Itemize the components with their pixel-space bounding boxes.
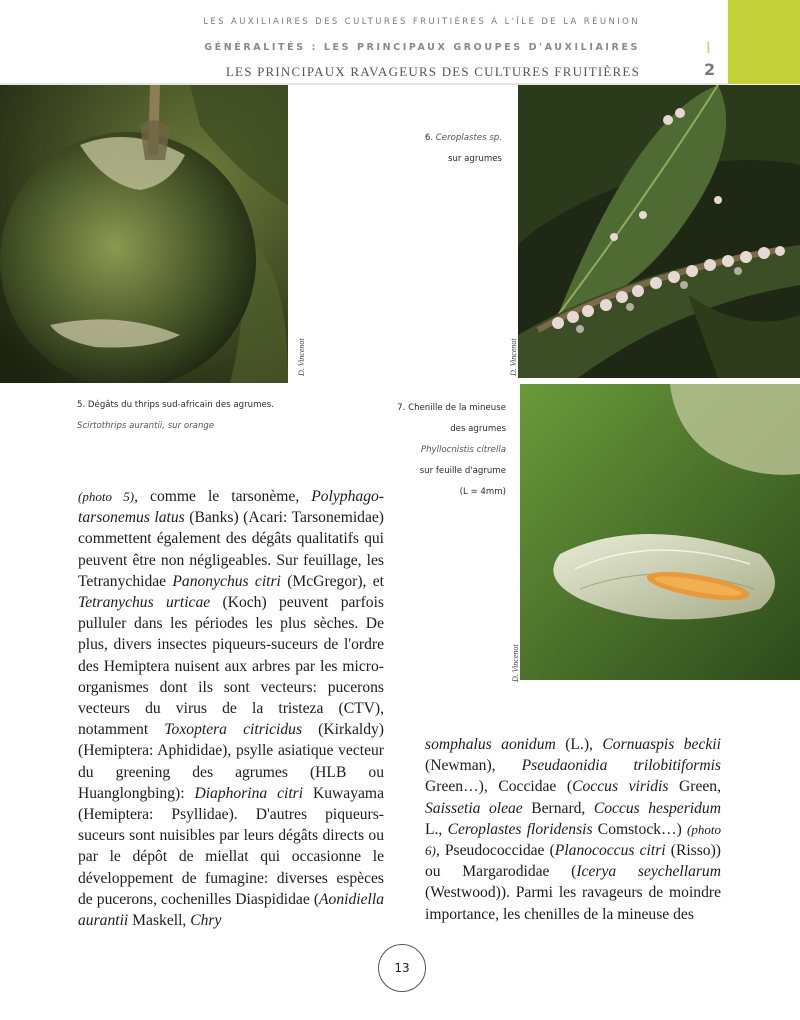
caption-photo-7-host: sur feuille d'agrume <box>419 466 506 476</box>
body-text: (Newman), <box>425 757 522 775</box>
caption-photo-5-host: , sur orange <box>162 421 215 431</box>
species-name: Panonychus citri <box>172 572 281 590</box>
body-text: Bernard, <box>522 799 594 817</box>
body-text: , comme le tarsonème, <box>134 488 312 505</box>
header-separator-bar: I <box>706 38 711 57</box>
body-text: Comstock…) <box>592 820 688 838</box>
body-column-left <box>78 486 384 931</box>
photo-reference: (photo 5) <box>78 489 135 504</box>
species-name: Toxoptera citricidus <box>164 721 303 739</box>
running-header-book-title: LES AUXILIAIRES DES CULTURES FRUITIÈRES À L'ÎLE DE LA RÉUNION <box>203 17 640 27</box>
species-name: Ceroplastes floridensis <box>447 820 593 838</box>
caption-photo-5 <box>77 395 317 437</box>
caption-photo-6-host: sur agrumes <box>447 154 502 164</box>
body-text: L., <box>425 820 448 838</box>
body-text: (Banks) (Acari: Tarsonemidae) commettent également des dégâts qualitatifs qui peuvent être non négligeables. Sur feuillage, les Tetranychidae <box>78 509 384 590</box>
body-column-right <box>425 734 721 925</box>
species-name: Planococcus citri <box>554 842 666 860</box>
photo-reference: (photo 6) <box>425 821 721 859</box>
body-text: (L.), <box>555 736 603 753</box>
caption-photo-7-title: 7. Chenille de la mineuse <box>397 403 506 413</box>
page-number <box>378 944 426 992</box>
species-name: Pseudaonidia trilobitiformis <box>521 757 721 775</box>
caption-photo-7-scale: (L = 4mm) <box>459 487 506 497</box>
photo-6-credit: D. Vincenot <box>509 338 518 376</box>
page-number-label: 13 <box>394 961 410 975</box>
caption-photo-6-species: Ceroplastes sp. <box>435 133 502 143</box>
photo-7-credit: D. Vincenot <box>511 644 520 682</box>
species-name: Saissetia oleae <box>425 799 523 817</box>
species-name: Coccus hesperidum <box>593 799 721 817</box>
caption-photo-7-title-2: des agrumes <box>450 424 506 434</box>
body-text: (Westwood)). Parmi les ravageurs de moindre importance, les chenilles de la mineuse des <box>425 884 721 923</box>
body-text: (Kirkaldy) (Hemiptera: Aphididae), psylle asiatique vecteur du greening des agrumes (HLB ou Huanglongbing): <box>78 721 384 802</box>
body-text: (Risso)) ou Margarodidae ( <box>425 842 721 881</box>
caption-photo-6-number: 6. <box>424 133 436 143</box>
caption-photo-5-species: Scirtothrips aurantii <box>77 421 163 431</box>
body-text: (McGregor), et <box>280 572 384 590</box>
body-text: (Koch) peuvent parfois pulluler dans les périodes les plus sèches. De plus, divers insectes piqueurs-suceurs de l'ordre des Hemiptera nuisent aux arbres par les micro-organismes dont ils sont vecteurs: pucerons vecteurs du virus de la tristeza (CTV), notamment <box>78 594 384 739</box>
running-header-chapter-title: LES PRINCIPAUX RAVAGEURS DES CULTURES FRUITIÈRES <box>225 64 640 79</box>
body-text: Green…), Coccidae ( <box>425 778 573 796</box>
caption-photo-7-species: Phyllocnistis citrella <box>420 445 506 455</box>
species-name: Coccus viridis <box>572 778 669 796</box>
running-header-section: GÉNÉRALITÉS : LES PRINCIPAUX GROUPES D'AUXILIAIRES <box>204 42 640 53</box>
species-name: Tetranychus urticae <box>78 594 211 612</box>
body-text: Maskell, <box>128 912 191 930</box>
species-name: Cornuaspis beckii <box>602 736 721 753</box>
body-text: , Pseudococcidae ( <box>435 842 555 860</box>
species-name: Icerya seychellarum <box>576 863 721 881</box>
species-name: Chry <box>190 912 222 930</box>
photo-5-thrips-damage-orange <box>0 85 288 383</box>
species-name: Polyphagotarsonemus latus <box>78 488 384 527</box>
caption-photo-5-title: 5. Dégâts du thrips sud-africain des agrumes. <box>77 400 274 410</box>
species-name: Aonidiella aurantii <box>78 890 384 930</box>
photo-6-ceroplastes-on-citrus <box>518 85 800 378</box>
photo-7-citrus-leafminer <box>520 384 800 680</box>
caption-photo-6 <box>330 128 502 170</box>
chapter-color-tab <box>728 0 800 84</box>
body-text: Green, <box>668 778 721 796</box>
species-name: Diaphorina citri <box>194 784 304 802</box>
chapter-number: 2 <box>704 60 716 79</box>
photo-5-credit: D. Vincenot <box>297 338 306 376</box>
body-text: Kuwayama (Hemiptera: Psyllidae). D'autres piqueurs-suceurs sont nuisibles par leurs dégâts directs ou par le dépôt de miellat qui occasionne le développement de fumagine: diverses espèces de pucerons, cochenilles Diaspididae ( <box>78 784 384 908</box>
species-name: somphalus aonidum <box>425 736 556 753</box>
